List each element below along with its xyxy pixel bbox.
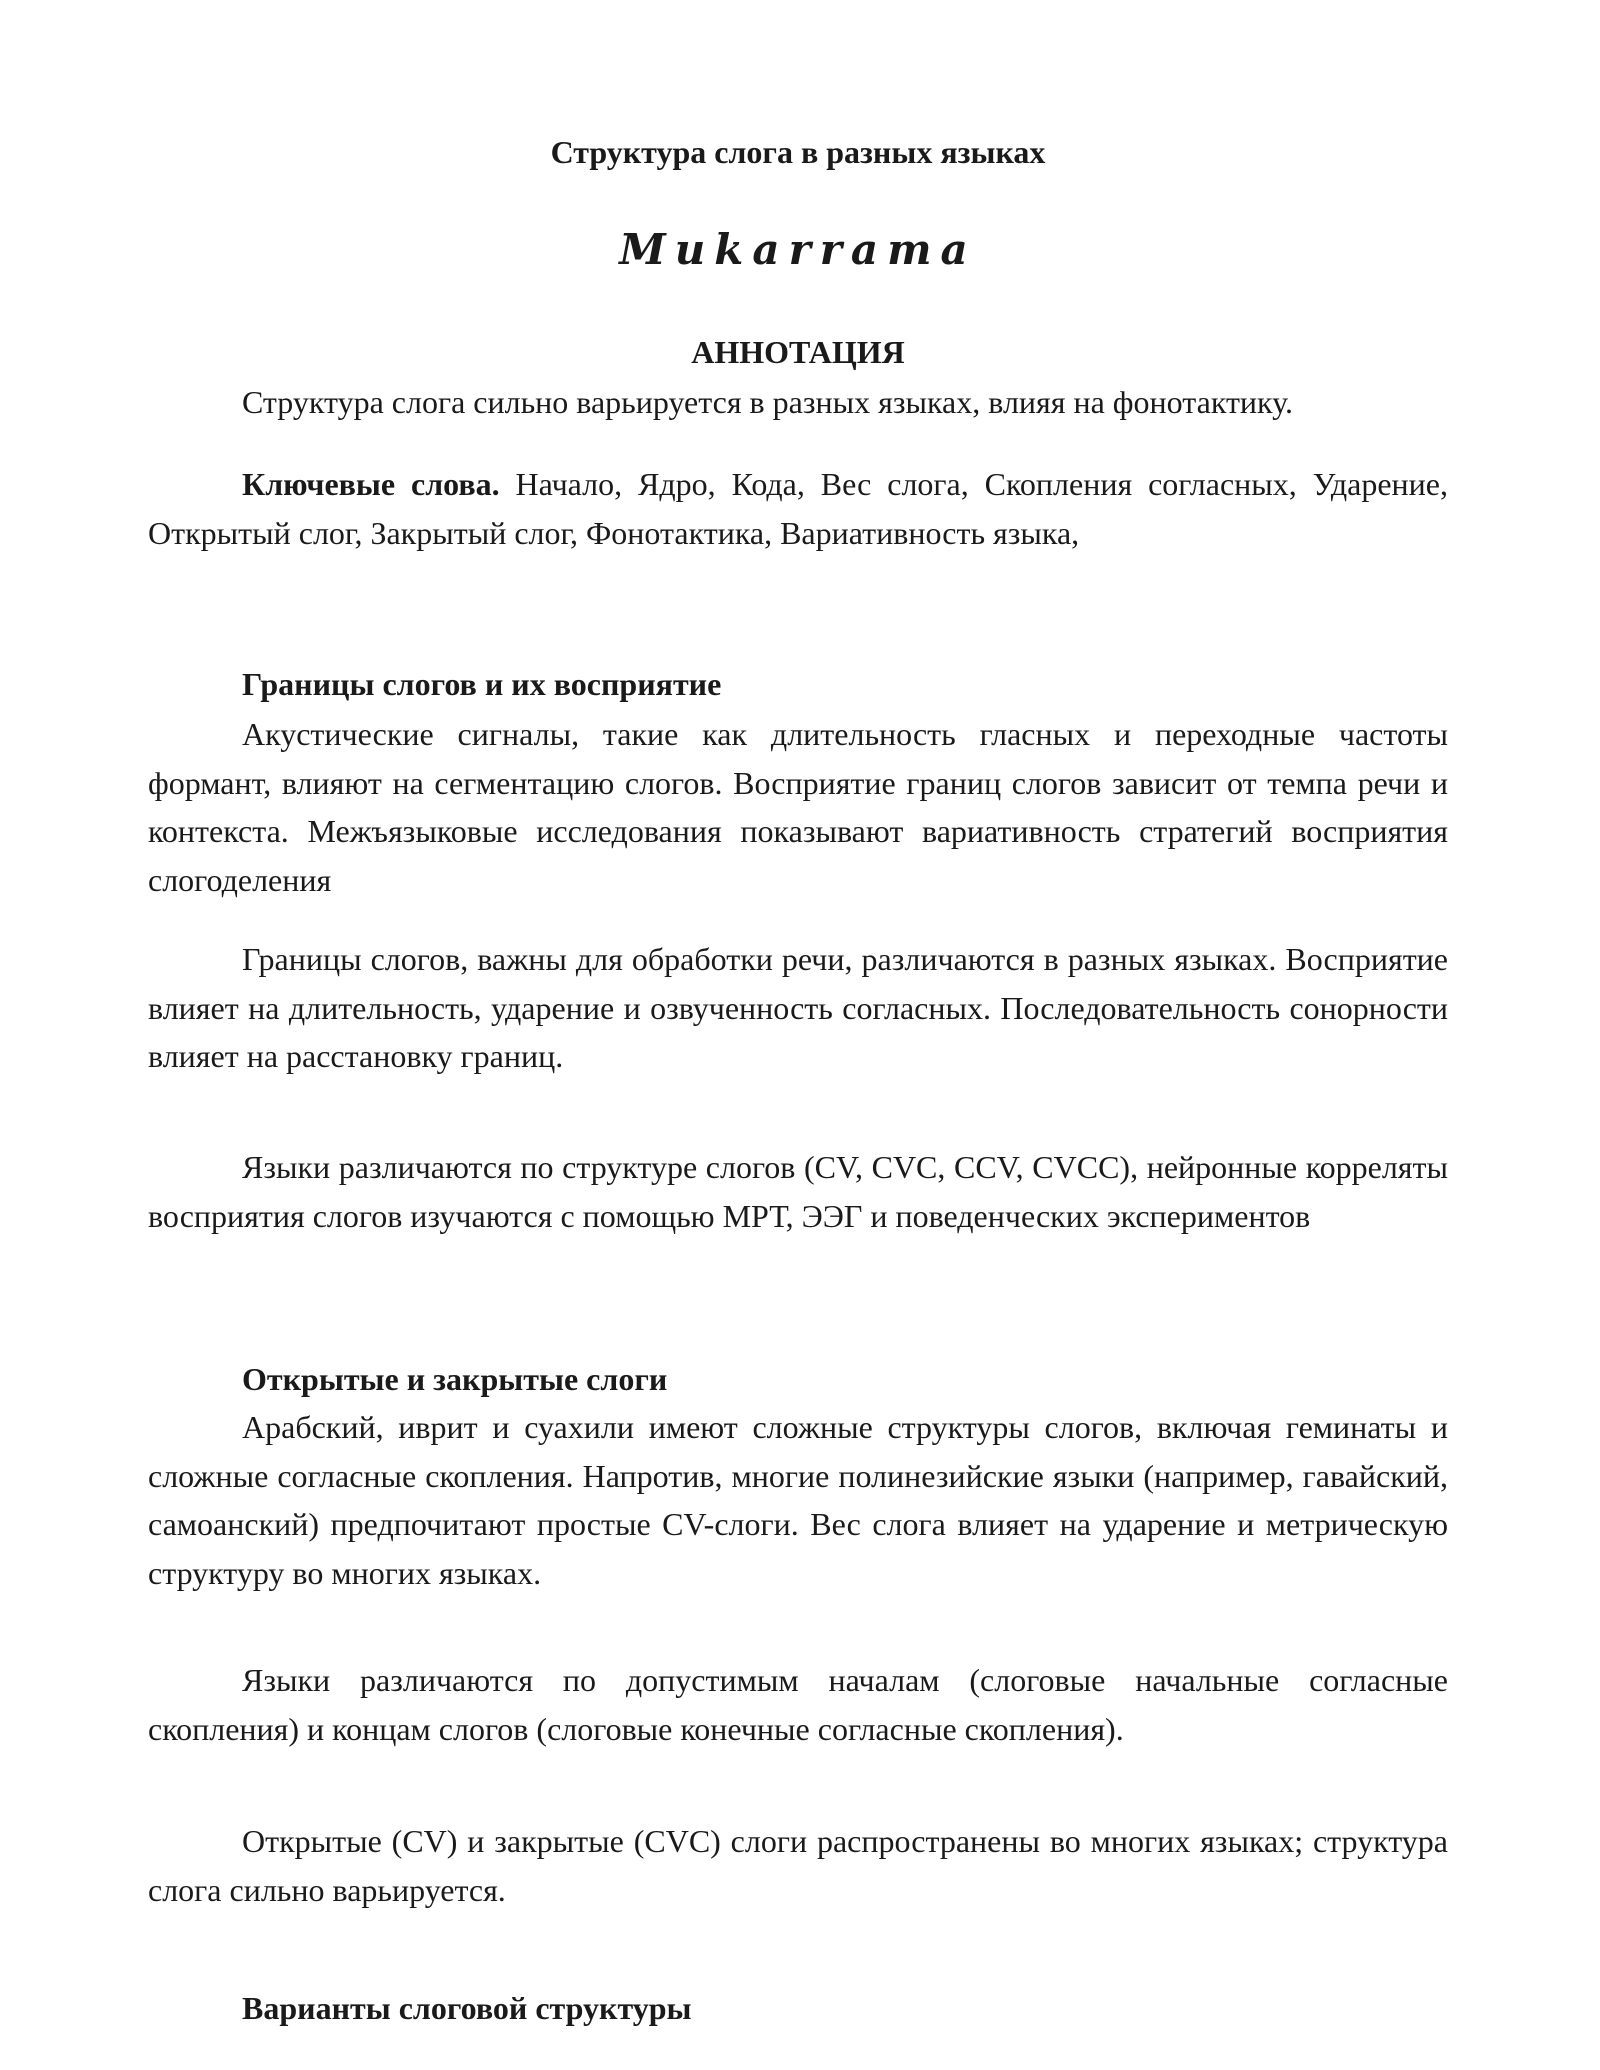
section-paragraph: Границы слогов, важны для обработки речи, различаются в разных языках. Восприятие влияет на длительность, ударение и озвученность согласных. Последовательность сонорности влияет на расстановку границ. [148, 941, 1448, 1074]
keywords-label: Ключевые слова. [242, 466, 500, 502]
section-paragraph: Языки различаются по структуре слогов (CV, CVC, CCV, CVCC), нейронные корреляты восприятия слогов изучаются с помощью МРТ, ЭЭГ и поведенческих экспериментов [148, 1149, 1448, 1234]
section-heading: Варианты слоговой структуры [242, 1990, 692, 2026]
author-signature: Mukarrama [619, 225, 977, 274]
section-paragraph: Акустические сигналы, такие как длительность гласных и переходные частоты формант, влияют на сегментацию слогов. Восприятие границ слогов зависит от темпа речи и контекста. Межъязыковые исследования показывают вариативность стратегий восприятия слогоделения [148, 716, 1448, 898]
section-heading: Открытые и закрытые слоги [242, 1361, 668, 1397]
section-paragraph: Языки различаются по допустимым началам (слоговые начальные согласные скопления) и концам слогов (слоговые конечные согласные скопления). [148, 1662, 1448, 1747]
section-paragraph: Арабский, иврит и суахили имеют сложные структуры слогов, включая геминаты и сложные согласные скопления. Напротив, многие полинезийские языки (например, гавайский, самоанский) предпочитают простые CV-слоги. Вес слога влияет на ударение и метрическую структуру во многих языках. [148, 1409, 1448, 1591]
keywords-text: Начало, Ядро, Кода, Вес слога, Скопления согласных, Ударение, Открытый слог, Закрытый слог, Фонотактика, Вариативность языка, [148, 466, 1449, 551]
abstract-text: Структура слога сильно варьируется в разных языках, влияя на фонотактику. [242, 384, 1293, 420]
section-heading: Границы слогов и их восприятие [242, 666, 722, 702]
section-paragraph: Открытые (CV) и закрытые (CVC) слоги распространены во многих языках; структура слога сильно варьируется. [148, 1823, 1448, 1908]
abstract-heading: АННОТАЦИЯ [691, 334, 905, 370]
keywords-paragraph [148, 460, 1448, 557]
document-title: Структура слога в разных языках [550, 134, 1046, 170]
